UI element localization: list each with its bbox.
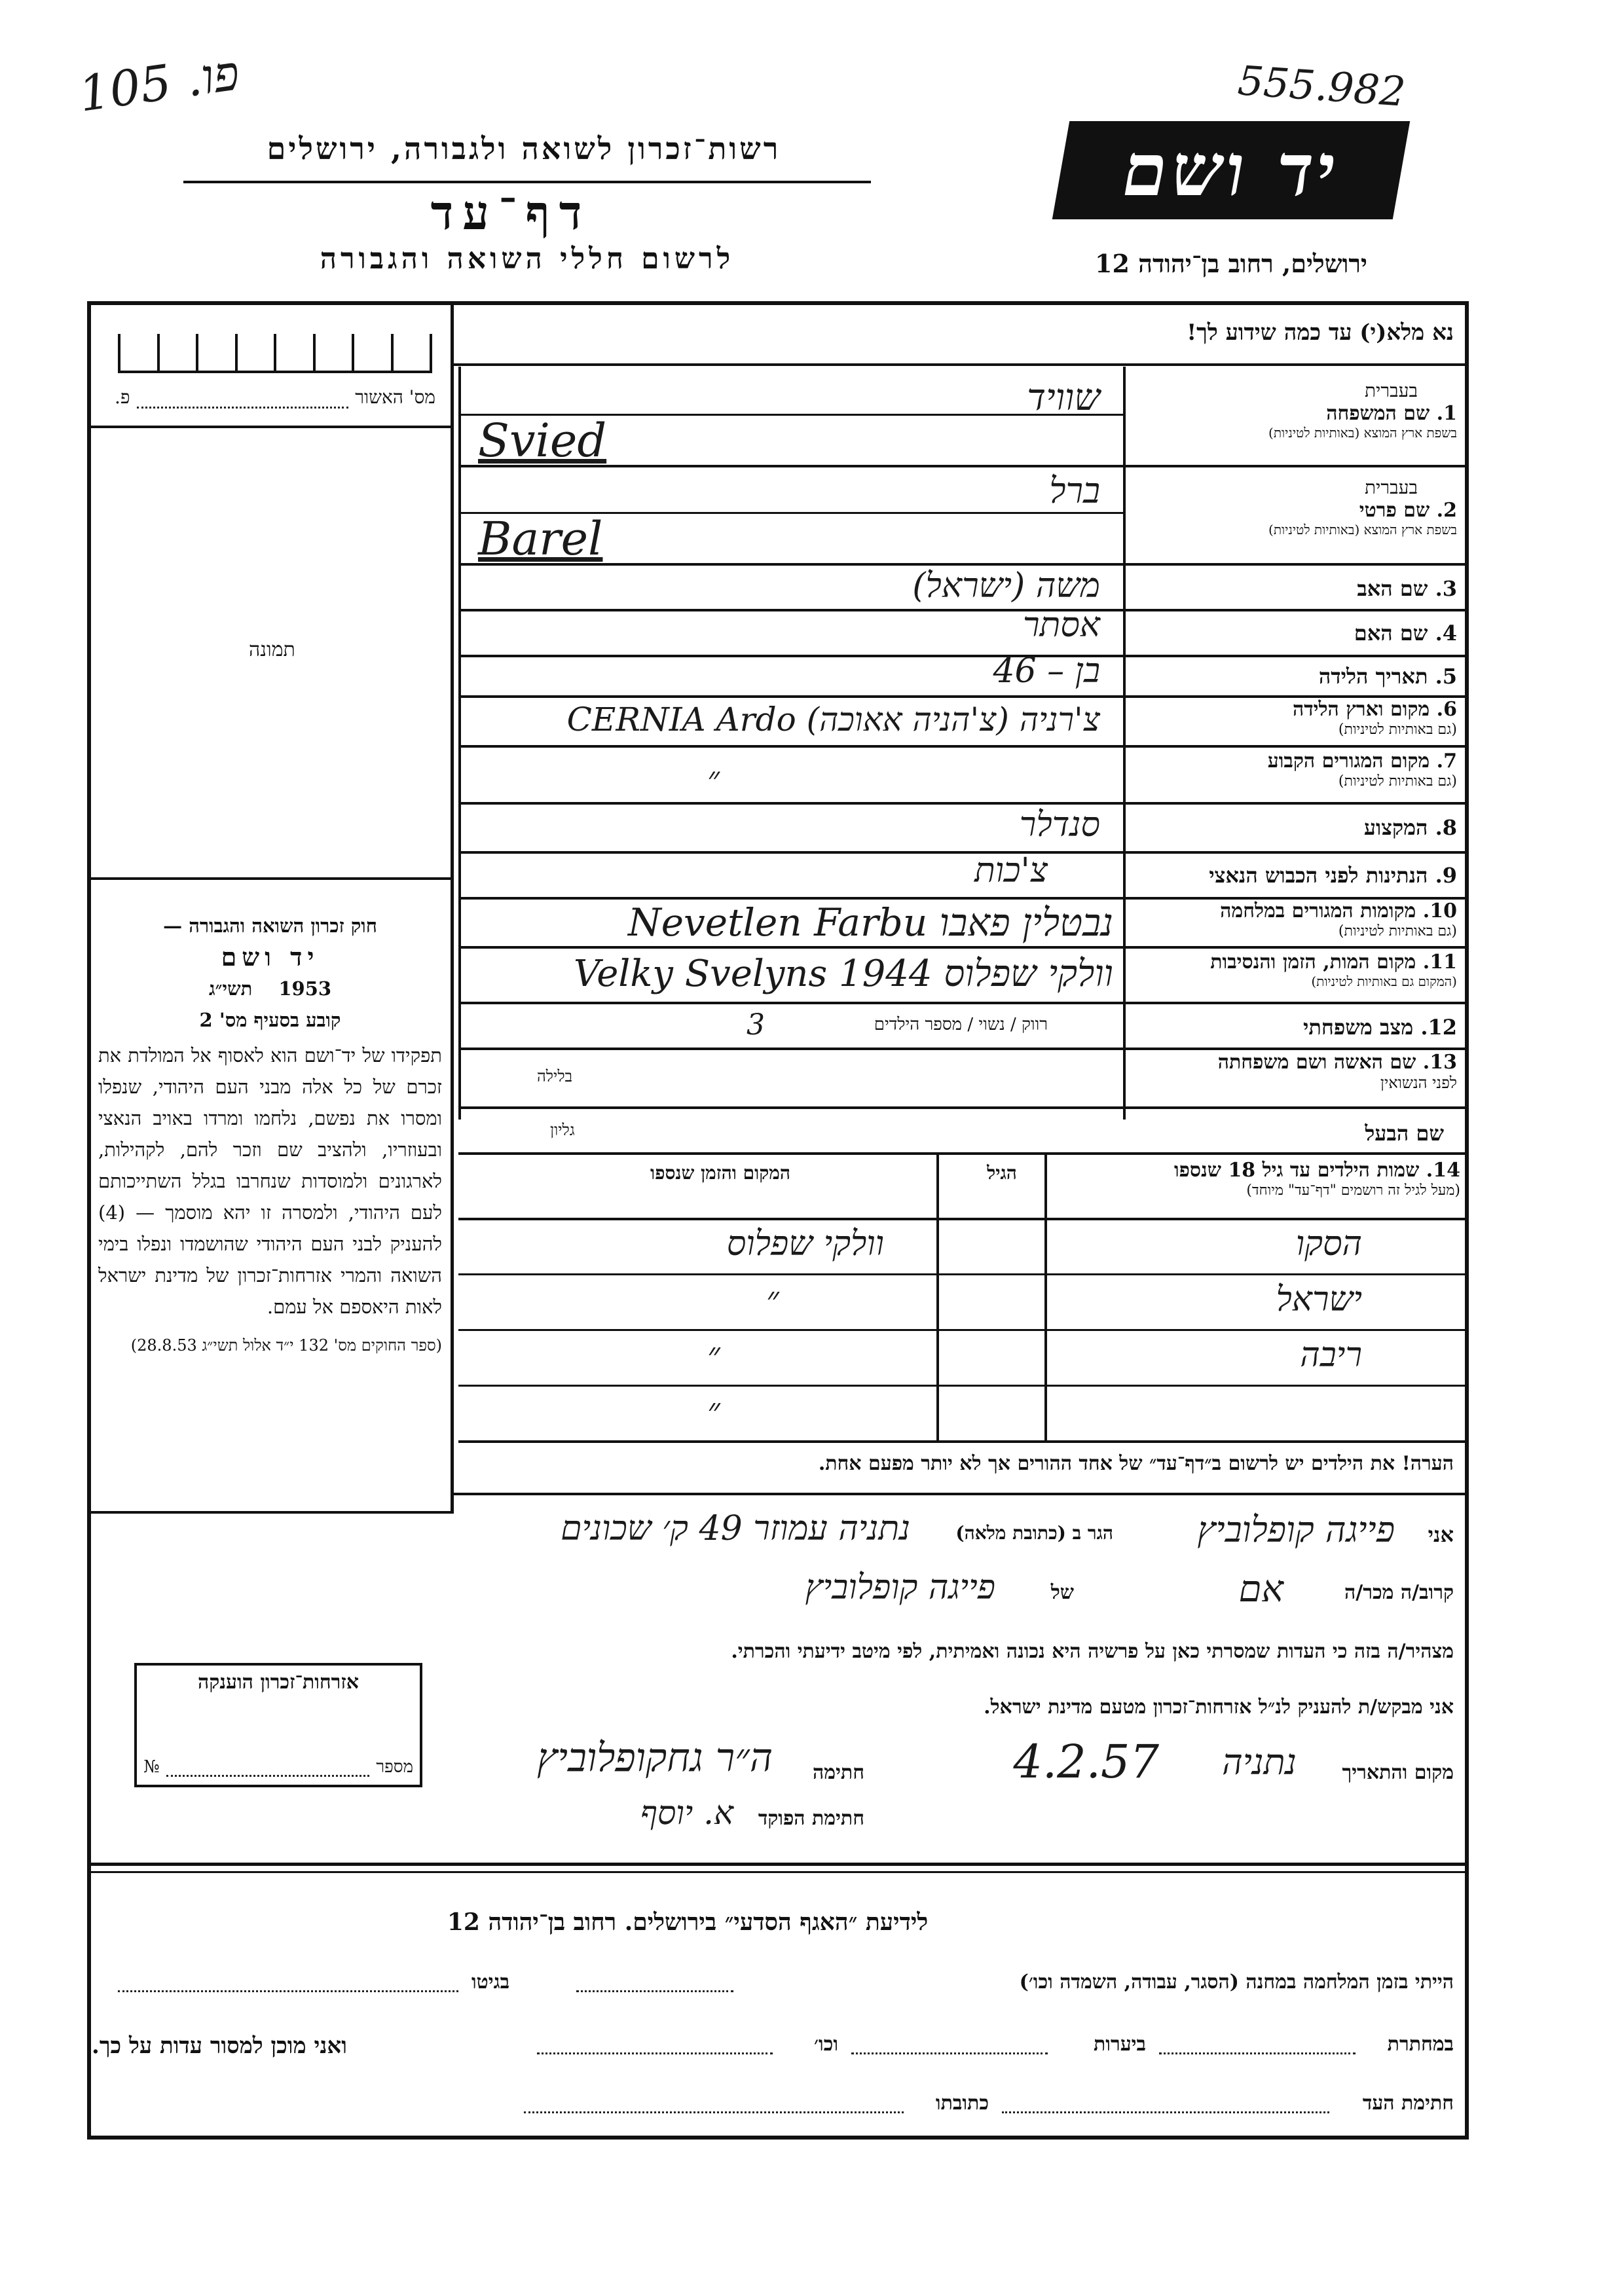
row-sep	[458, 745, 1469, 748]
child-3-name[interactable]: ריבה	[1300, 1336, 1362, 1375]
examiner-signature[interactable]: א. יוסף	[640, 1794, 733, 1832]
child-4-place[interactable]: ״	[707, 1391, 720, 1430]
husband-tag: גליון	[550, 1121, 575, 1139]
law-year: 1953	[278, 977, 332, 1000]
field-1-label: בעברית 1. שם המשפחה בשפת ארץ המוצא (באותיות לטיניות)	[1268, 380, 1457, 441]
field-9-value[interactable]: צ'כות	[974, 851, 1048, 890]
row-sep	[458, 1152, 1469, 1155]
row-sep	[458, 1048, 1469, 1050]
field-5-label: 5. תאריך הלידה	[1318, 664, 1457, 689]
child-1-place[interactable]: וולקי שפלוס	[726, 1224, 884, 1264]
law-body: תפקידו של יד־ושם הוא לאסוף אל המולדת את זכרם של כל אלה מבני העם היהודי, שנפלו ומסרו את נפשם, נלחמו ומרדו באויב הנאצי ובעוזריו, ולהציב שם וזכר להם, לקהילות, לארגונים ולמוסדות שנחרבו בגלל השתייכותם לעם היהודי, ולמסרה זו יהא מוסמך — (4) להעניק לבני העם היהודי שהושמדו ונפלו בימי השואה והמרי אזרחות־זכרון של מדינת ישראל לאות היאספם אל עמם.	[98, 1044, 442, 1318]
approval-tick-box	[118, 334, 432, 373]
children-col-age: הגיל	[987, 1162, 1017, 1184]
row-sep	[458, 465, 1469, 467]
field-8-label: 8. המקצוע	[1363, 815, 1457, 840]
field-7-label: 7. מקום המגורים הקבוע (גם באותיות לטיניות)	[1267, 750, 1457, 790]
instruction: נא מלא(י) עד כמה שידוע לך!	[1187, 319, 1454, 346]
field-1-value-latin[interactable]: Svied	[478, 414, 607, 467]
children-col-sep-2	[936, 1152, 939, 1440]
org-underline	[183, 181, 871, 183]
declarant-address[interactable]: נתניה עמוזר 49 ק׳ שכונים	[561, 1509, 910, 1548]
label-divider	[1123, 367, 1126, 1120]
footer-line-3: חתימת העד כתובתו	[458, 2092, 1454, 2124]
approval-label: מס' האשור פ.	[115, 386, 435, 408]
row-sep	[458, 563, 1469, 566]
declaration-line-2: קרוב/ה מכר/ה אם של פייגה קופלוביץ	[805, 1568, 1454, 1611]
field-6-label: 6. מקום וארץ הלידה (גם באותיות לטיניות)	[1292, 698, 1457, 738]
citizenship-box	[134, 1663, 422, 1787]
child-1-name[interactable]: הסקו	[1295, 1224, 1362, 1264]
page-subtitle: לרשום חללי השואה והגבורה	[320, 242, 735, 276]
footer-title: לידיעת ״האגף הסדעי״ בירושלים. רחוב בן־יהודה 12	[447, 1908, 929, 1936]
field-13-label: 13. שם האשה ושם משפחתה לפני הנשואין	[1217, 1051, 1457, 1092]
footer-line-2: במחתרת ביערות וכו׳ ואני מוכן למסור עדות על כך.	[92, 2033, 1454, 2059]
declaration-line-1: אני פייגה קופלוביץ הגר ב (כתובת מלאה) נתניה עמוזר 49 ק׳ שכונים	[561, 1509, 1454, 1550]
handwritten-record-number: 555.982	[1236, 56, 1407, 116]
law-name: יד ושם	[221, 942, 320, 972]
field-7-value[interactable]: ״	[707, 759, 720, 797]
declaration-request: אני מבקש/ת להעניק לנ״ל אזרחות־זכרון מטעם מדינת ישראל.	[984, 1696, 1454, 1719]
declaration-statement: מצהיר/ה בזה כי העדות שמסרתי כאן על פרשיה היא נכונה ואמיתית, לפי מיטב ידיעתי והכרתי.	[731, 1640, 1454, 1663]
footer-line-1: הייתי בזמן המלחמה במחנה (הסגר, עבודה, השמדה וכו׳) בגיטו	[105, 1971, 1454, 2003]
field-2-value-latin[interactable]: Barel	[478, 512, 603, 566]
field-10-value[interactable]: נבטלין פאבו Nevetlen Farbu	[627, 900, 1113, 945]
child-3-place[interactable]: ״	[707, 1336, 720, 1375]
yad-vashem-logo: יד ושם	[1052, 121, 1410, 219]
field-8-value[interactable]: סנדלר	[1019, 805, 1100, 845]
relation-value[interactable]: אם	[1238, 1568, 1283, 1611]
law-clause: קובע בסעיף מס' 2	[199, 1009, 341, 1031]
row-sep	[458, 1106, 1469, 1109]
field-2-value-hebrew[interactable]: ברל	[1049, 470, 1100, 511]
footer-sep-2	[87, 1871, 1469, 1873]
address: ירושלים, רחוב בן־יהודה 12	[1095, 249, 1367, 278]
field-4-label: 4. שם האם	[1354, 621, 1457, 646]
field-12-label: 12. מצב משפחתי	[1303, 1015, 1457, 1040]
field-10-label: 10. מקומות המגורים במלחמה (גם באותיות לטיניות)	[1220, 900, 1457, 939]
child-2-place[interactable]: ״	[766, 1280, 779, 1319]
field-1-value-hebrew[interactable]: שוויד	[1027, 376, 1100, 419]
law-source: (ספר החוקים מס' 132 י״ד אלול תשי״ג 28.8.53)	[130, 1336, 442, 1355]
photo-label: תמונה	[249, 638, 295, 661]
declarant-name[interactable]: פייגה קופלוביץ	[1197, 1509, 1395, 1550]
page-title: דף־עד	[430, 185, 591, 240]
row-sep	[458, 1385, 1469, 1387]
children-col-sep-1	[1044, 1152, 1047, 1440]
children-header: 14. שמות הילדים עד גיל 18 שנספו (מעל לגיל זה רושמים "דף־עד" מיוחד)	[1173, 1159, 1460, 1199]
sign-place[interactable]: נתניה	[1222, 1741, 1297, 1783]
citizenship-number-label: מספר	[376, 1757, 413, 1777]
field-12-options: רווק / נשוי / מספר הילדים	[874, 1015, 1048, 1034]
row-sep	[458, 802, 1469, 805]
signature[interactable]: ה״ר גחקופלוביץ	[536, 1735, 773, 1781]
row-sep	[458, 1329, 1469, 1331]
photo-bottom-line	[87, 877, 451, 880]
sidebar-divider	[451, 301, 454, 1512]
field-3-value[interactable]: משה (ישראל)	[912, 566, 1100, 606]
row-sep	[458, 1218, 1469, 1220]
field-2-label: בעברית 2. שם פרטי בשפת ארץ המוצא (באותיות לטיניות)	[1268, 477, 1457, 538]
org-line: רשות־זכרון לשואה ולגבורה, ירושלים	[267, 131, 781, 166]
field-6-value[interactable]: צ'רניה (צ'הניה אאוכה) CERNIA Ardo	[566, 701, 1100, 738]
row-sep	[458, 1002, 1469, 1004]
law-sidebar	[98, 910, 442, 1357]
citizenship-title: אזרחות־זכרון הוענקה	[197, 1671, 360, 1694]
field-12-children-count[interactable]: 3	[747, 1008, 765, 1042]
field-4-value[interactable]: אסתר	[1022, 606, 1100, 645]
law-title: חוק זכרון השואה והגבורה —	[163, 915, 377, 937]
field-13-tag: בלילה	[537, 1067, 573, 1085]
instruction-underline	[454, 363, 1469, 366]
field-9-label: 9. הנתינות לפני הכבוש הנאצי	[1209, 863, 1457, 888]
children-note: הערה! את הילדים יש לרשום ב״דף־עד״ של אחד ההורים אך לא יותר מפעם אחת.	[818, 1452, 1454, 1475]
row-sep	[458, 1440, 1469, 1443]
row-sep	[454, 1493, 1469, 1495]
examiner-line: חתימת הפוקד א. יוסף	[640, 1794, 864, 1832]
declaration-sign-line: מקום והתאריך נתניה 4.2.57 חתימה ה״ר גחקופלוביץ	[536, 1735, 1454, 1789]
field-3-label: 3. שם האב	[1357, 576, 1457, 601]
row-sep	[458, 1273, 1469, 1275]
field-11-label: 11. מקום המות, הזמן והנסיבות (המקום גם באותיות לטיניות)	[1210, 951, 1457, 989]
value-left-divider	[458, 367, 461, 1120]
row-sep	[458, 946, 1469, 949]
law-year-he: תשי״ג	[208, 977, 253, 1000]
citizenship-number-prefix: №	[143, 1757, 160, 1777]
relation-of-value[interactable]: פייגה קופלוביץ	[805, 1568, 995, 1607]
footer-sep	[87, 1863, 1469, 1866]
husband-label: שם הבעל	[1365, 1121, 1444, 1146]
child-2-name[interactable]: ישראל	[1276, 1280, 1362, 1319]
children-col-place: המקום והזמן שנספו	[650, 1162, 790, 1184]
sign-date[interactable]: 4.2.57	[1013, 1735, 1159, 1789]
field-5-value[interactable]: בן – 46	[993, 651, 1100, 691]
field-11-value[interactable]: וולקי שפלוס Velky Svelyns 1944	[573, 953, 1113, 995]
approval-underline	[87, 426, 451, 428]
handwritten-file-number: פו. 105	[75, 45, 243, 123]
